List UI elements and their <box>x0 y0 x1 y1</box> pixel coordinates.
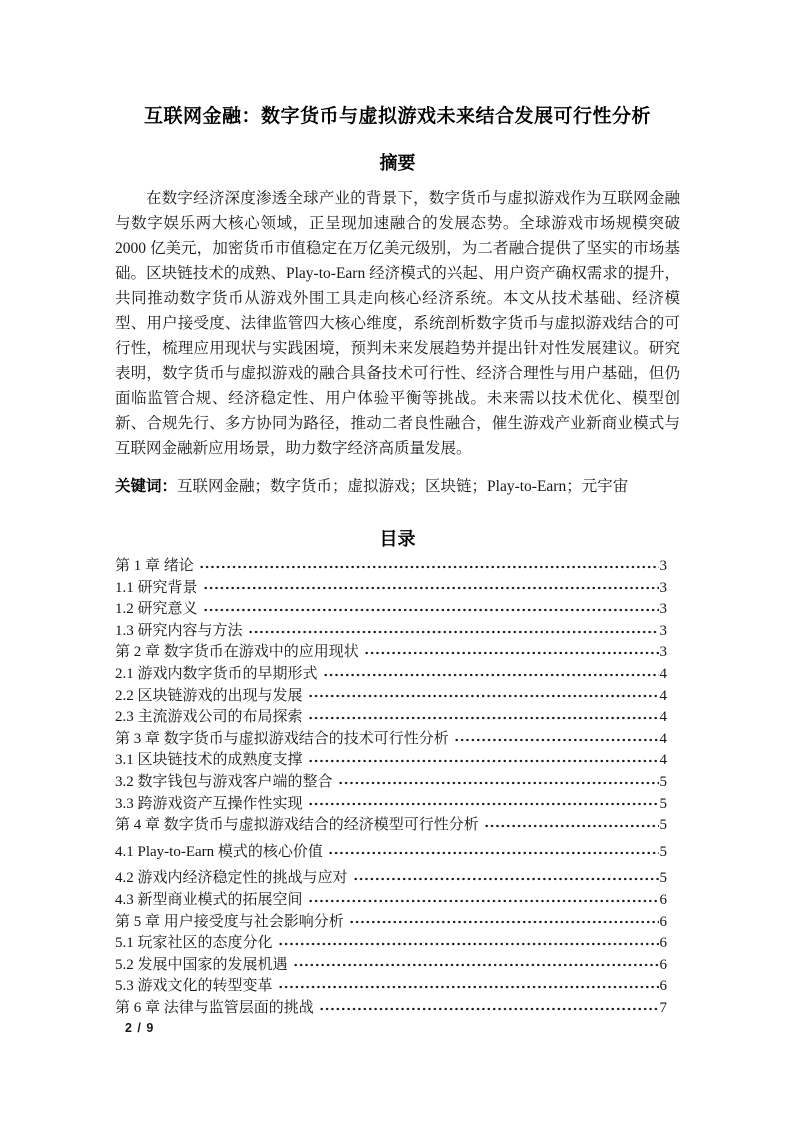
toc-entry-label: 3.3 跨游戏资产互操作性实现 <box>115 795 303 812</box>
toc-leader-dots <box>328 842 659 864</box>
page-number-indicator: 2 / 9 <box>125 1021 155 1035</box>
toc-entry-label: 4.2 游戏内经济稳定性的挑战与应对 <box>115 870 348 887</box>
toc-entry <box>115 729 680 751</box>
toc-entry <box>115 556 680 578</box>
toc-entry-label: 4.1 Play-to-Earn 模式的核心价值 <box>115 843 323 860</box>
toc-entry-label: 1.1 研究背景 <box>115 579 198 596</box>
toc-entry-page: 5 <box>659 795 667 812</box>
toc-entry-page: 4 <box>659 709 667 726</box>
toc-entry <box>115 998 680 1020</box>
toc-leader-dots <box>278 976 659 998</box>
toc-entry-label: 5.3 游戏文化的转型变革 <box>115 978 273 995</box>
toc-entry-page: 4 <box>659 665 667 682</box>
keywords-text: 互联网金融；数字货币；虚拟游戏；区块链；Play-to-Earn；元宇宙 <box>177 478 629 495</box>
toc-entry <box>115 912 680 934</box>
toc-leader-dots <box>203 578 659 600</box>
toc-entry-label: 5.1 玩家社区的态度分化 <box>115 935 273 952</box>
toc-entry-label: 第 2 章 数字货币在游戏中的应用现状 <box>115 644 359 661</box>
toc-entry-page: 3 <box>659 622 667 639</box>
toc-entry-page: 7 <box>659 999 667 1016</box>
toc-leader-dots <box>278 933 659 955</box>
toc-leader-dots <box>454 729 659 751</box>
toc-leader-dots <box>248 621 659 643</box>
toc-entry-label: 第 6 章 法律与监管层面的挑战 <box>115 999 314 1016</box>
toc-entry-label: 第 3 章 数字货币与虚拟游戏结合的技术可行性分析 <box>115 730 449 747</box>
toc-leader-dots <box>308 707 659 729</box>
keywords-line <box>115 474 680 499</box>
abstract-heading: 摘要 <box>379 153 416 173</box>
toc-entry <box>115 890 680 912</box>
toc-leader-dots <box>349 912 659 934</box>
toc-entry <box>115 933 680 955</box>
toc-leader-dots <box>308 890 659 912</box>
toc-entry <box>115 578 680 600</box>
document-title: 互联网金融：数字货币与虚拟游戏未来结合发展可行性分析 <box>143 106 651 127</box>
toc-entry-page: 6 <box>659 935 667 952</box>
toc-leader-dots <box>484 815 659 837</box>
toc-entry-page: 4 <box>659 752 667 769</box>
keywords-label: 关键词： <box>115 478 178 495</box>
toc-leader-dots <box>308 686 659 708</box>
toc-entry-page: 5 <box>659 817 667 834</box>
toc-entry-page: 3 <box>659 579 667 596</box>
toc-entry-page: 4 <box>659 730 667 747</box>
toc-entry-page: 6 <box>659 891 667 908</box>
toc-leader-dots <box>319 998 659 1020</box>
toc-entry-label: 2.2 区块链游戏的出现与发展 <box>115 687 303 704</box>
toc-leader-dots <box>308 794 659 816</box>
toc-entry-page: 6 <box>659 978 667 995</box>
toc-entry-label: 4.3 新型商业模式的拓展空间 <box>115 891 303 908</box>
toc-entry <box>115 794 680 816</box>
toc-entry-label: 第 5 章 用户接受度与社会影响分析 <box>115 913 344 930</box>
toc-leader-dots <box>199 556 659 578</box>
toc-entry <box>115 837 680 869</box>
toc-entry-page: 3 <box>659 601 667 618</box>
toc-entry-label: 1.2 研究意义 <box>115 601 198 618</box>
toc-entry <box>115 750 680 772</box>
toc-entry-page: 5 <box>659 773 667 790</box>
toc-list <box>115 556 680 1019</box>
toc-entry-page: 5 <box>659 843 667 860</box>
toc-entry-label: 第 1 章 绪论 <box>115 558 194 574</box>
toc-entry-label: 1.3 研究内容与方法 <box>115 622 243 639</box>
toc-entry <box>115 686 680 708</box>
toc-entry <box>115 772 680 794</box>
toc-entry <box>115 955 680 977</box>
toc-entry <box>115 642 680 664</box>
toc-entry <box>115 815 680 837</box>
toc-entry <box>115 707 680 729</box>
toc-leader-dots <box>364 642 659 664</box>
toc-leader-dots <box>308 750 659 772</box>
toc-entry <box>115 664 680 686</box>
toc-entry-page: 5 <box>659 870 667 887</box>
toc-leader-dots <box>353 868 659 890</box>
toc-leader-dots <box>293 955 659 977</box>
toc-leader-dots <box>203 599 659 621</box>
toc-entry-label: 5.2 发展中国家的发展机遇 <box>115 956 288 973</box>
toc-entry-page: 6 <box>659 956 667 973</box>
toc-leader-dots <box>338 772 659 794</box>
abstract-paragraph: 在数字经济深度渗透全球产业的背景下，数字货币与虚拟游戏作为互联网金融与数字娱乐两大核心领域，正呈现加速融合的发展态势。全球游戏市场规模突破 2000 亿美元，加密货币市值稳定在万亿美元级别，为二者融合提供了坚实的市场基础。区块链技术的成熟、Play-to-Earn 经济模式的兴起、用户资产确权需求的提升，共同推动数字货币从游戏外围工具走向核心经济系统。本文从技术基础、经济模型、用户接受度、法律监管四大核心维度，系统剖析数字货币与虚拟游戏结合的可行性，梳理应用现状与实践困境，预判未来发展趋势并提出针对性发展建议。研究表明，数字货币与虚拟游戏的融合具备技术可行性、经济合理性与用户基础，但仍面临监管合规、经济稳定性、用户体验平衡等挑战。未来需以技术优化、模型创新、合规先行、多方协同为路径，推动二者良性融合，催生游戏产业新商业模式与互联网金融新应用场景，助力数字经济高质量发展。 <box>115 190 680 457</box>
toc-entry <box>115 976 680 998</box>
toc-entry-page: 3 <box>659 644 667 661</box>
toc-entry <box>115 868 680 890</box>
toc-entry <box>115 599 680 621</box>
toc-entry-label: 3.2 数字钱包与游戏客户端的整合 <box>115 773 333 790</box>
toc-entry-label: 3.1 区块链技术的成熟度支撑 <box>115 752 303 769</box>
toc-heading: 目录 <box>379 529 416 549</box>
toc-entry-page: 3 <box>659 558 667 574</box>
toc-entry-label: 第 4 章 数字货币与虚拟游戏结合的经济模型可行性分析 <box>115 817 479 834</box>
toc-entry-label: 2.3 主流游戏公司的布局探索 <box>115 709 303 726</box>
toc-entry-page: 6 <box>659 913 667 930</box>
toc-leader-dots <box>323 664 659 686</box>
toc-entry <box>115 621 680 643</box>
toc-entry-page: 4 <box>659 687 667 704</box>
toc-entry-label: 2.1 游戏内数字货币的早期形式 <box>115 665 318 682</box>
